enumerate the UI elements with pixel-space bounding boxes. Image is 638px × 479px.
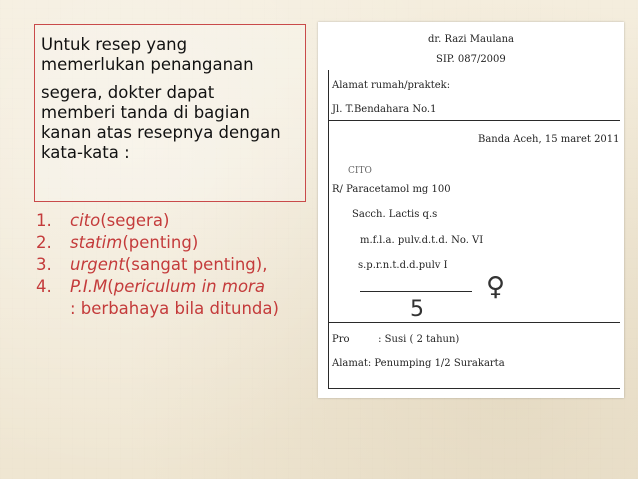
- place-date: Banda Aceh, 15 maret 2011: [478, 134, 620, 145]
- urgency-term-list: [36, 210, 316, 320]
- handwritten-number: 5: [410, 297, 424, 322]
- list-number: 4.: [36, 277, 52, 296]
- callout-line-6: kata-kata :: [41, 143, 130, 162]
- patient-name: Pro : Susi ( 2 tahun): [332, 334, 460, 345]
- callout-box: [34, 24, 306, 202]
- rx-line-1: R/ Paracetamol mg 100: [332, 184, 451, 195]
- address-label: Alamat rumah/praktek:: [332, 80, 451, 91]
- list-number: 2.: [36, 233, 52, 252]
- patient-address: Alamat: Penumping 1/2 Surakarta: [332, 358, 505, 369]
- list-continuation: : berbahaya bila ditunda): [70, 299, 279, 318]
- signature-line: [360, 291, 472, 292]
- handwritten-mark: ♀: [486, 272, 506, 302]
- callout-line-5: kanan atas resepnya dengan: [41, 123, 281, 142]
- list-term: cito: [70, 211, 101, 230]
- list-number: 3.: [36, 255, 52, 274]
- cito-mark: CITO: [348, 166, 372, 176]
- doctor-name: dr. Razi Maulana: [428, 34, 515, 45]
- list-term: P.I.M: [70, 277, 108, 296]
- callout-line-3: segera, dokter dapat: [41, 83, 215, 102]
- header-divider: [328, 120, 620, 121]
- list-desc: (sangat penting),: [124, 255, 268, 274]
- list-item: [36, 254, 316, 276]
- prescription-image: [318, 22, 624, 398]
- left-border: [328, 70, 329, 388]
- practice-address: Jl. T.Bendahara No.1: [332, 104, 437, 115]
- list-term-latin: periculum in mora: [113, 277, 265, 296]
- callout-gap: [41, 75, 297, 83]
- callout-line-1: Untuk resep yang: [41, 35, 188, 54]
- list-item: [36, 276, 316, 298]
- list-term: statim: [70, 233, 123, 252]
- list-desc-open: (: [107, 277, 114, 296]
- list-desc: (segera): [100, 211, 170, 230]
- callout-line-2: memerlukan penanganan: [41, 55, 254, 74]
- patient-divider: [328, 322, 620, 323]
- rx-line-3: m.f.l.a. pulv.d.t.d. No. VI: [360, 235, 484, 246]
- list-number: 1.: [36, 211, 52, 230]
- rx-line-4: s.p.r.n.t.d.d.pulv I: [358, 260, 448, 271]
- list-item: [36, 232, 316, 254]
- list-term: urgent: [70, 255, 125, 274]
- rx-line-2: Sacch. Lactis q.s: [352, 209, 438, 220]
- list-desc: (penting): [122, 233, 199, 252]
- sip-number: SIP. 087/2009: [436, 54, 506, 65]
- list-item: [36, 210, 316, 232]
- bottom-border: [328, 388, 620, 389]
- callout-line-4: memberi tanda di bagian: [41, 103, 250, 122]
